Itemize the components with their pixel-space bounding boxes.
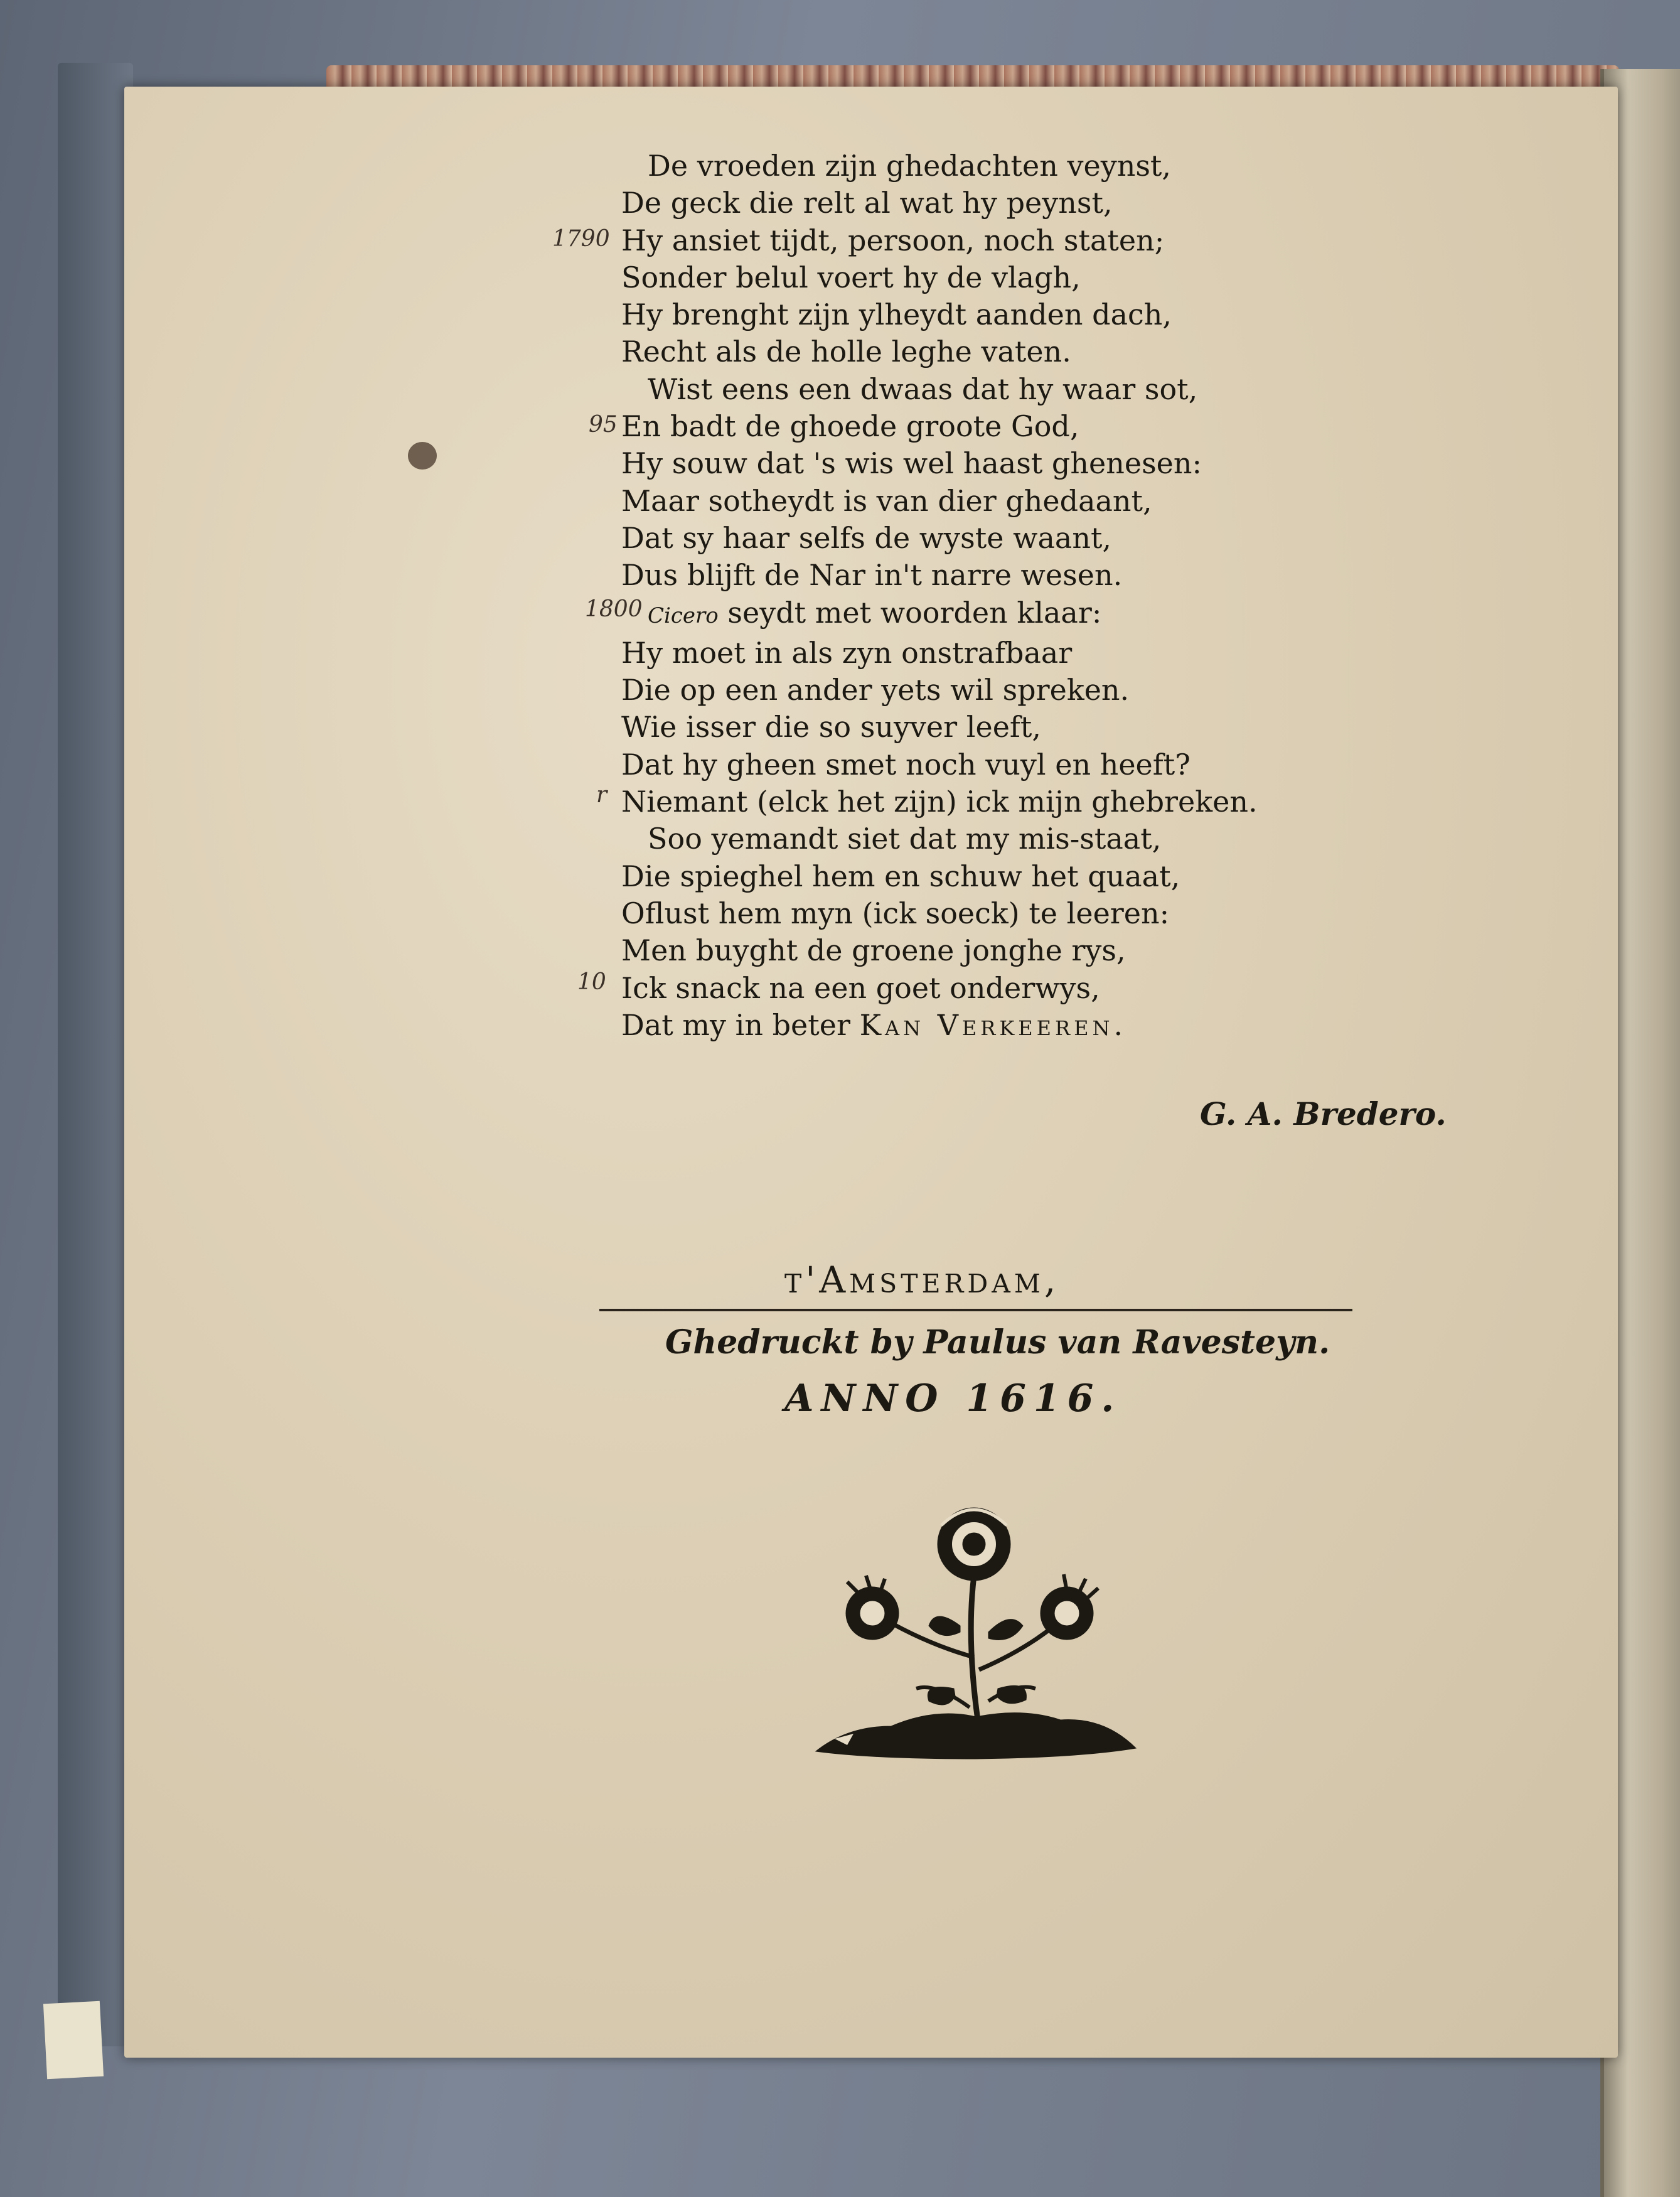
poem-line: Die spieghel hem en schuw het quaat, xyxy=(621,859,1180,893)
poem-text xyxy=(621,148,1563,1044)
margin-note: 1790 xyxy=(552,226,610,252)
poem-line: Dus blijft de Nar in't narre wesen. xyxy=(621,558,1123,593)
poem-line: Hy brenght zijn ylheydt aanden dach, xyxy=(621,298,1172,332)
poem-line: Hy souw dat 's wis wel haast ghenesen: xyxy=(621,446,1202,481)
poem-line xyxy=(621,1007,1563,1044)
poem-line: En badt de ghoede groote God, xyxy=(621,409,1079,444)
poem-line: Ick snack na een goet onderwys, xyxy=(621,970,1100,1005)
margin-note: 1800 xyxy=(585,596,643,622)
poem-line: De vroeden zijn ghedachten veynst, xyxy=(648,149,1172,183)
author-signature: G. A. Bredero. xyxy=(1200,1095,1447,1132)
poem-line: Wist eens een dwaas dat hy waar sot, xyxy=(648,372,1198,406)
poem-line: De geck die relt al wat hy peynst, xyxy=(621,186,1113,220)
poem-line-text: Dat my in beter xyxy=(621,1007,850,1042)
margin-note: r xyxy=(596,782,607,808)
binding-board xyxy=(58,63,133,2046)
poem-line: Recht als de holle leghe vaten. xyxy=(621,335,1071,369)
flower-woodcut-icon xyxy=(810,1500,1142,1776)
poem-line: Hy ansiet tijdt, persoon, noch staten; xyxy=(621,223,1165,257)
margin-note: 10 xyxy=(577,969,606,995)
poem-line: Wie isser die so suyver leeft, xyxy=(621,710,1042,744)
imprint-city xyxy=(784,1259,1059,1301)
poem-line: Oflust hem myn (ick soeck) te leeren: xyxy=(621,896,1170,930)
poem-line xyxy=(621,594,1563,635)
poem-line: Maar sotheydt is van dier ghedaant, xyxy=(621,483,1152,518)
ink-spot xyxy=(408,442,437,470)
poem-line: Hy moet in als zyn onstrafbaar xyxy=(621,635,1073,670)
motto: Kan Verkeeren. xyxy=(859,1007,1127,1042)
imprint-printer: Ghedruckt by Paulus van Ravesteyn. xyxy=(665,1323,1330,1362)
margin-note: 95 xyxy=(589,412,618,438)
poem-line-text: seydt met woorden klaar: xyxy=(727,595,1102,630)
poem-line: Men buyght de groene jonghe rys, xyxy=(621,933,1126,968)
poem-line: Die op een ander yets wil spreken. xyxy=(621,673,1130,707)
poem-line: Dat sy haar selfs de wyste waant, xyxy=(621,520,1112,555)
imprint-year: ANNO 1616. xyxy=(784,1377,1122,1421)
poem-line: Niemant (elck het zijn) ick mijn ghebreken. xyxy=(621,785,1258,819)
poem-line: Sonder belul voert hy de vlagh, xyxy=(621,260,1081,294)
cicero-name: Cicero xyxy=(648,603,719,628)
imprint-rule xyxy=(599,1309,1352,1311)
poem-line: Soo yemandt siet dat my mis-staat, xyxy=(648,822,1162,856)
poem-line: Dat hy gheen smet noch vuyl en heeft? xyxy=(621,747,1190,782)
city-text: t'Amsterdam, xyxy=(784,1259,1060,1301)
paper-scrap xyxy=(43,2001,104,2080)
